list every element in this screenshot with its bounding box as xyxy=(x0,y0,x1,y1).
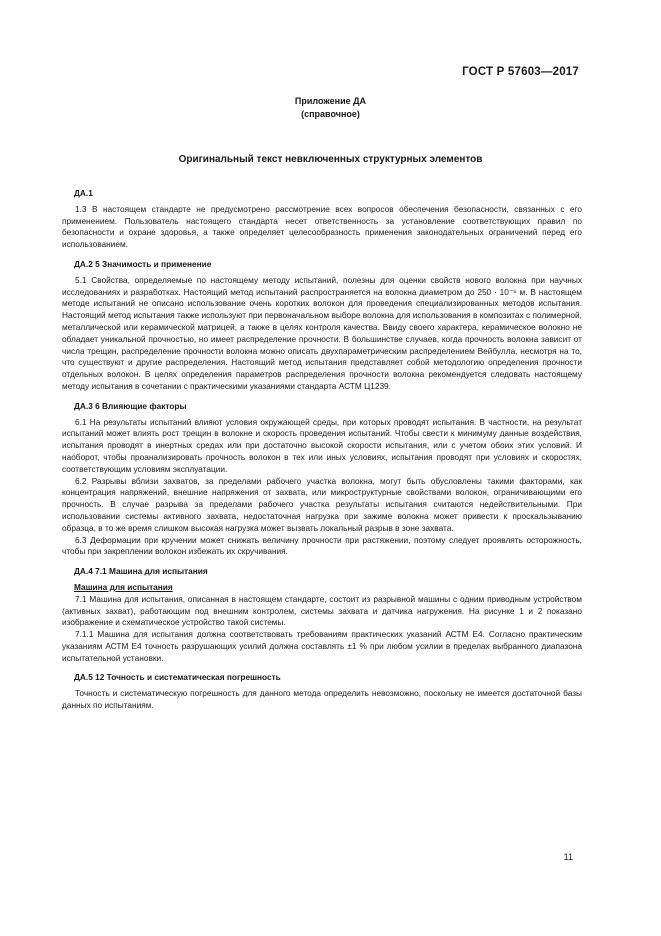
paragraph: 6.3 Деформации при кручении может снижать величину прочности при растяжении, поэтому следует проявлять осторожность, чтобы при закреплении волокон избежать их скручивания. xyxy=(62,534,582,557)
page-number: 11 xyxy=(563,852,573,862)
section-heading: ДА.1 xyxy=(74,188,93,198)
paragraph: Точность и систематическую погрешность для данного метода определить невозможно, поскольку не имеется достаточной базы данных по испытаниям. xyxy=(62,688,582,711)
paragraph: 5.1 Свойства, определяемые по настоящему методу испытаний, полезны для оценки свойств нового волокна при научных исследованиях и разработках. Настоящий метод испытаний распространяется на волокна диаметром до 250 · 10⁻⁶ м. В настоящем методе испытаний не описано использование очень коротких волокон для проведения специализированных методов испытания. Настоящий метод испытания также используют при первоначальном выборе волокна для использования в композитах с полимерной, металлической или керамической матрицей, а также в целях контроля качества. Ввиду своего характера, керамическое волокно не обладает уникальной прочностью, но имеет распределение прочности. В большинстве случаев, когда прочность волокна зависит от числа трещин, распределение прочности волокна можно описать двухпараметрическим распределением Вейбулла, несмотря на то, что существуют и другие распределения. Настоящий метод испытания представляет собой методологию определения прочности отдельных волокон. В целях определения параметров распределения прочности волокна рекомендуется следовать настоящему методу испытания в сочетании с практическими указаниями стандарта АСТМ Ц1239. xyxy=(62,274,582,391)
section-da4 xyxy=(62,566,582,664)
annex-title: Приложение ДА xyxy=(294,96,367,106)
section-heading: ДА.2 5 Значимость и применение xyxy=(74,258,212,269)
section-da5 xyxy=(62,672,582,711)
section-da1 xyxy=(62,188,582,251)
standard-number: ГОСТ Р 57603—2017 xyxy=(462,66,579,78)
annex-subtitle: (справочное) xyxy=(301,109,360,119)
paragraph: 6.1 На результаты испытаний влияют условия окружающей среды, при которых проводят испытания. В частности, на результат испытаний может влиять рост трещин в волокне и скорость проведения испытаний. Чтобы свести к минимуму данные воздействия, испытания проводят в инертных средах или при достаточно высокой скорости испытания, или с учетом обоих этих условий. И наоборот, чтобы проанализировать прочность волокон в тех или иных условиях, испытания проводят при условиях и скоростях, соответствующим условиям эксплуатации. xyxy=(62,416,582,474)
paragraph: 1.3 В настоящем стандарте не предусмотрено рассмотрение всех вопросов обеспечения безопасности, связанных с его применением. Пользователь настоящего стандарта несет ответственность за установление соответствующих правил по безопасности и охране здоровья, а также определяет целесообразность применения законодательных ограничений перед его использованием. xyxy=(62,203,582,250)
section-heading: ДА.4 7.1 Машина для испытания xyxy=(74,566,208,577)
section-da3 xyxy=(62,401,582,558)
section-heading: ДА.5 12 Точность и систематическая погрешность xyxy=(74,672,281,683)
paragraph: 7.1 Машина для испытания, описанная в настоящем стандарте, состоит из разрывной машины с одним приводным устройством (активных захват), работающим под внешним контролем, системы захвата и датчика нагружения. На рисунке 1 и 2 показано изображение и схематическое устройство такой системы. xyxy=(62,593,582,628)
paragraph: 6.2 Разрывы вблизи захватов, за пределами рабочего участка волокна, могут быть обусловлены такими факторами, как концентрация напряжений, внешние напряжения от захвата, или микроструктурные свойствами волокон, ограничивающими его прочность. В случае разрыва за пределами рабочего участка результаты испытания считаются недействительными. При использовании системы активного захвата, недостаточная нагрузка при зажиме волокна может привести к проскальзыванию образца, в то же время слишком высокая нагрузка может вызвать локальный разрыв в зоне захвата. xyxy=(62,475,582,533)
section-heading: ДА.3 6 Влияющие факторы xyxy=(74,400,187,411)
document-body xyxy=(62,180,582,712)
paragraph: 7.1.1 Машина для испытания должна соответствовать требованиям практических указаний АСТМ Е4. Согласно практическим указаниям АСТМ Е4 точность разрушающих усилий должна составлять ±1 % при любом усилии в пределах выбранного диапазона испытательной установки. xyxy=(62,629,582,663)
subheading: Машина для испытания xyxy=(74,581,173,592)
main-title: Оригинальный текст невключенных структурных элементов xyxy=(178,154,483,165)
section-da2 xyxy=(62,259,582,393)
